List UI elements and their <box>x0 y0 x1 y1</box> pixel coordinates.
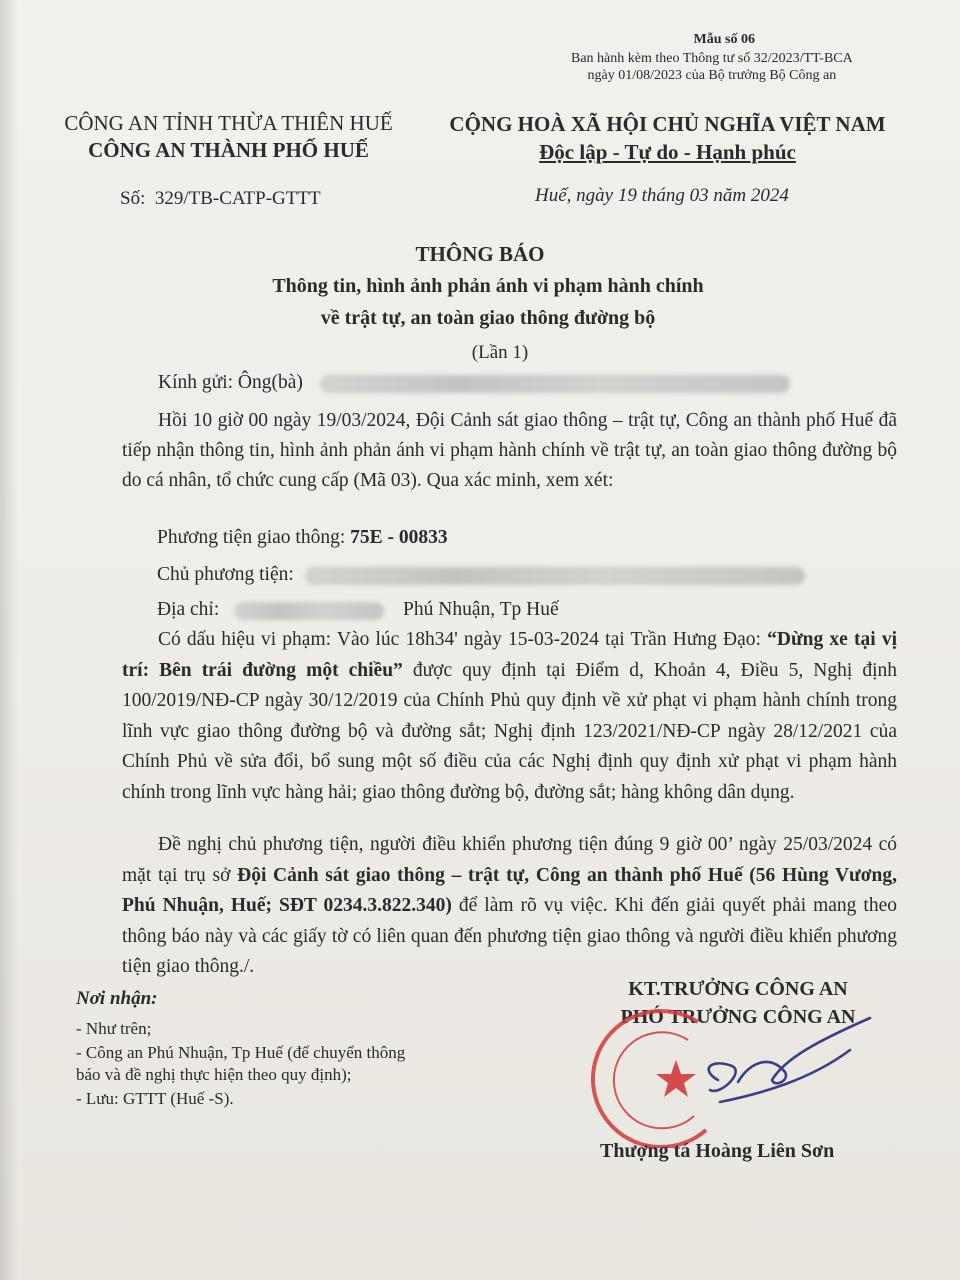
signer-title-2: PHÓ TRƯỞNG CÔNG AN <box>620 1006 856 1028</box>
redacted-recipient <box>320 375 790 393</box>
document-subtitle-1: Thông tin, hình ảnh phản ánh vi phạm hành chính <box>272 275 704 297</box>
agency-name: CÔNG AN THÀNH PHỐ HUẾ <box>88 138 369 162</box>
page-shadow <box>0 0 18 1280</box>
violation-paragraph <box>122 625 897 808</box>
national-header <box>445 110 890 166</box>
reference-label: Số: <box>120 188 146 209</box>
document-title: THÔNG BÁO <box>415 242 545 266</box>
greeting-text: Kính gửi: Ông(bà) <box>158 372 303 393</box>
intro-text: Hồi 10 giờ 00 ngày 19/03/2024, Đội Cảnh sát giao thông – trật tự, Công an thành phố Huế đã tiếp nhận thông tin, hình ảnh phản ánh vi phạm hành chính về trật tự, an toàn giao thông đường bộ do cá nhân, tổ chức cung cấp (Mã 03). Qua xác minh, xem xét: <box>122 410 897 491</box>
request-paragraph <box>122 830 897 983</box>
signer-title-1: KT.TRƯỞNG CÔNG AN <box>628 978 848 1000</box>
owner-label: Chủ phương tiện: <box>157 564 294 585</box>
agency-parent: CÔNG AN TỈNH THỪA THIÊN HUẾ <box>64 111 393 135</box>
owner-line <box>157 564 805 586</box>
request-location: Đội Cảnh sát giao thông – trật tự, Công an thành phố Huế (56 Hùng Vương, Phú Nhuận, Huế; SĐT 0234.3.822.340) <box>122 864 897 916</box>
issued-by-line1: Ban hành kèm theo Thông tư số 32/2023/TT-BCA <box>571 51 853 66</box>
signer-name: Thượng tá Hoàng Liên Sơn <box>600 1140 835 1162</box>
recipients-label: Nơi nhận: <box>76 988 158 1009</box>
reference-value: 329/TB-CATP-GTTT <box>154 188 321 209</box>
handwritten-signature <box>690 1010 880 1120</box>
violation-intro: Có dấu hiệu vi phạm: Vào lúc 18h34' ngày 15-03-2024 tại Trần Hưng Đạo: <box>158 629 761 650</box>
vehicle-line <box>157 527 448 549</box>
issued-by-note <box>571 50 853 84</box>
country-name: CỘNG HOÀ XÃ HỘI CHỦ NGHĨA VIỆT NAM <box>449 112 886 136</box>
agency-header <box>56 110 401 164</box>
request-start: Đề nghị chủ phương tiện, người điều khiển phương tiện đúng 9 giờ 00’ ngày 25/03/2024 có mặt tại trụ sở <box>122 834 897 886</box>
vehicle-plate: 75E - 00833 <box>350 527 448 548</box>
violation-description: “Dừng xe tại vị trí: Bên trái đường một chiều” <box>122 629 897 681</box>
intro-paragraph <box>122 406 897 496</box>
form-number: Mẫu số 06 <box>693 32 755 47</box>
address-value: Phú Nhuận, Tp Huế <box>403 599 559 620</box>
document-subtitle-2: về trật tự, an toàn giao thông đường bộ <box>320 307 656 329</box>
reference-number <box>120 188 321 210</box>
document-date: Huế, ngày 19 tháng 03 năm 2024 <box>535 185 789 206</box>
address-label: Địa chỉ: <box>157 599 220 620</box>
violation-legal-basis: được quy định tại Điểm d, Khoản 4, Điều 5, Nghị định 100/2019/NĐ-CP ngày 30/12/2019 của Chính Phủ quy định về xử phạt vi phạm hành chính trong lĩnh vực giao thông đường bộ và đường sắt; Nghị định 123/2021/NĐ-CP ngày 28/12/2021 của Chính Phủ về sửa đổi, bổ sung một số điều của các Nghị định quy định xử phạt vi phạm hành chính trong lĩnh vực hàng hải; giao thông đường bộ, đường sắt; hàng không dân dụng. <box>122 659 897 803</box>
issued-by-line2: ngày 01/08/2023 của Bộ trưởng Bộ Công an <box>587 68 837 83</box>
recipient-item: - Công an Phú Nhuận, Tp Huế (để chuyển thông <box>76 1043 406 1062</box>
greeting-line <box>158 372 790 394</box>
recipient-item: báo và đề nghị thực hiện theo quy định); <box>76 1065 352 1084</box>
national-motto: Độc lập - Tự do - Hạnh phúc <box>539 140 796 164</box>
redacted-address <box>234 602 384 620</box>
address-line <box>157 599 559 621</box>
notice-round: (Lần 1) <box>471 342 529 363</box>
request-end: để làm rõ vụ việc. Khi đến giải quyết phải mang theo thông báo này và các giấy tờ có liên quan đến phương tiện giao thông và người điều khiển phương tiện giao thông./. <box>122 895 897 977</box>
recipient-item: - Lưu: GTTT (Huế -S). <box>76 1089 234 1108</box>
redacted-owner <box>305 567 805 585</box>
recipient-item: - Như trên; <box>76 1019 152 1038</box>
vehicle-label: Phương tiện giao thông: <box>157 527 346 548</box>
